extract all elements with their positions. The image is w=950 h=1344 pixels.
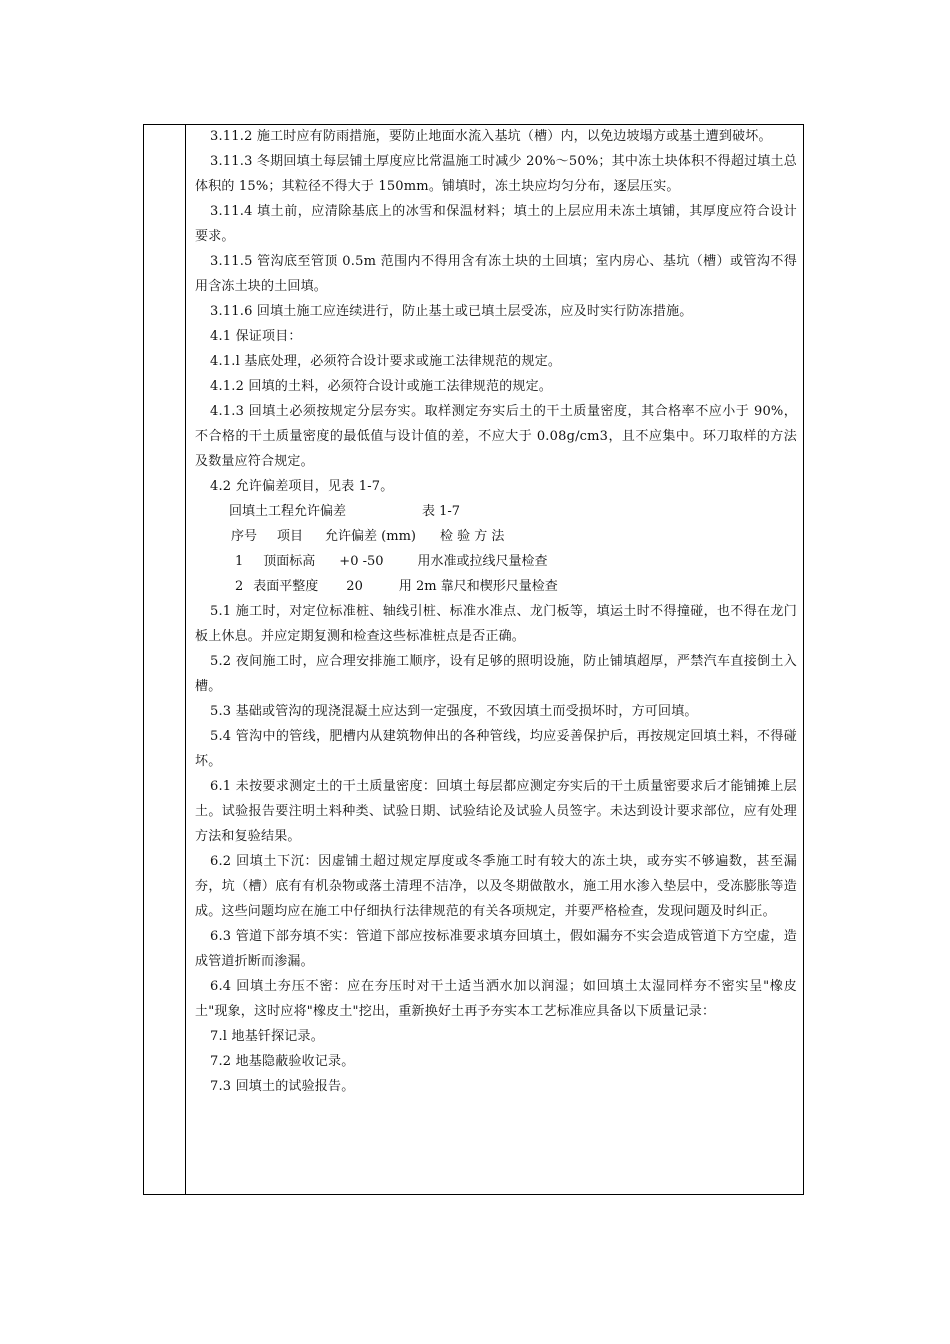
paragraph: 3.11.5 管沟底至管顶 0.5m 范围内不得用含有冻土块的土回填；室内房心、基坑（槽）或管沟不得用含冻土块的土回填。 (195, 254, 797, 294)
table-cell: 用 2m 靠尺和楔形尺量检查 (398, 579, 558, 594)
paragraph: 3.11.6 回填土施工应连续进行，防止基土或已填土层受冻，应及时实行防冻措施。 (210, 304, 693, 319)
document-body (195, 124, 797, 1099)
paragraph: 4.1.3 回填土必须按规定分层夯实。取样测定夯实后土的干土质量密度，其合格率不应小于 90%，不合格的干土质量密度的最低值与设计值的差，不应大于 0.08g/cm3，且不应集中。环刀取样的方法及数量应符合规定。 (195, 404, 797, 469)
paragraph: 7.3 回填土的试验报告。 (210, 1079, 355, 1094)
table-cell: 2 (235, 579, 244, 594)
paragraph: 5.1 施工时，对定位标准桩、轴线引桩、标准水准点、龙门板等，填运土时不得撞碰，也不得在龙门板上休息。并应定期复测和检查这些标准桩点是否正确。 (195, 604, 797, 644)
table-header-row (195, 524, 797, 549)
table-cell: +0 -50 (339, 554, 384, 569)
table-cell: 顶面标高 (263, 554, 316, 569)
paragraph: 3.11.4 填土前，应清除基底上的冰雪和保温材料；填土的上层应用未冻土填铺，其厚度应符合设计要求。 (195, 204, 797, 244)
paragraph: 4.1.2 回填的土料，必须符合设计或施工法律规范的规定。 (210, 379, 553, 394)
table-title: 回填土工程允许偏差 (229, 504, 347, 519)
paragraph: 7.2 地基隐蔽验收记录。 (210, 1054, 355, 1069)
paragraph: 4.2 允许偏差项目，见表 1-7。 (210, 479, 394, 494)
table-cell: 用水准或拉线尺量检查 (417, 554, 548, 569)
header-cell: 项目 (277, 529, 304, 544)
header-cell: 检 验 方 法 (439, 529, 505, 544)
table-cell: 表面平整度 (253, 579, 319, 594)
table-number: 表 1-7 (422, 504, 461, 519)
header-cell: 序号 (231, 529, 258, 544)
paragraph: 6.4 回填土夯压不密：应在夯压时对干土适当洒水加以润湿；如回填土太湿同样夯不密实呈"橡皮土"现象，这时应将"橡皮土"挖出，重新换好土再予夯实本工艺标准应具备以下质量记录： (195, 979, 797, 1019)
paragraph: 3.11.2 施工时应有防雨措施，要防止地面水流入基坑（槽）内，以免边坡塌方或基土遭到破坏。 (210, 129, 772, 144)
paragraph: 4.1 保证项目： (210, 329, 302, 344)
header-cell: 允许偏差 (mm) (325, 529, 416, 544)
paragraph: 6.1 未按要求测定土的干土质量密度：回填土每层都应测定夯实后的干土质量密要求后才能铺摊上层土。试验报告要注明土料种类、试验日期、试验结论及试验人员签字。未达到设计要求部位，应有处理方法和复验结果。 (195, 779, 797, 844)
paragraph: 5.2 夜间施工时，应合理安排施工顺序，设有足够的照明设施，防止铺填超厚，严禁汽车直接倒土入槽。 (195, 654, 797, 694)
paragraph: 3.11.3 冬期回填土每层铺土厚度应比常温施工时减少 20%～50%；其中冻土块体积不得超过填土总体积的 15%；其粒径不得大于 150mm。铺填时，冻土块应均匀分布，逐层压实。 (195, 154, 797, 194)
table-cell: 20 (346, 579, 363, 594)
paragraph: 7.l 地基钎探记录。 (210, 1029, 324, 1044)
table-cell: 1 (235, 554, 244, 569)
paragraph: 4.1.l 基底处理，必须符合设计要求或施工法律规范的规定。 (210, 354, 562, 369)
table-row (195, 574, 797, 599)
column-divider (185, 124, 186, 1195)
paragraph: 6.2 回填土下沉：因虚铺土超过规定厚度或冬季施工时有较大的冻土块，或夯实不够遍数，甚至漏夯，坑（槽）底有有机杂物或落土清理不洁净，以及冬期做散水，施工用水渗入垫层中，受冻膨胀等造成。这些问题均应在施工中仔细执行法律规范的有关各项规定，并要严格检查，发现问题及时纠正。 (195, 854, 797, 919)
table-caption (195, 499, 797, 524)
paragraph: 5.3 基础或管沟的现浇混凝土应达到一定强度，不致因填土而受损坏时，方可回填。 (210, 704, 698, 719)
table-row (195, 549, 797, 574)
paragraph: 6.3 管道下部夯填不实：管道下部应按标准要求填夯回填土，假如漏夯不实会造成管道下方空虚，造成管道折断而渗漏。 (195, 929, 797, 969)
tolerance-table (195, 499, 797, 599)
paragraph: 5.4 管沟中的管线，肥槽内从建筑物伸出的各种管线，均应妥善保护后，再按规定回填土料，不得碰坏。 (195, 729, 797, 769)
